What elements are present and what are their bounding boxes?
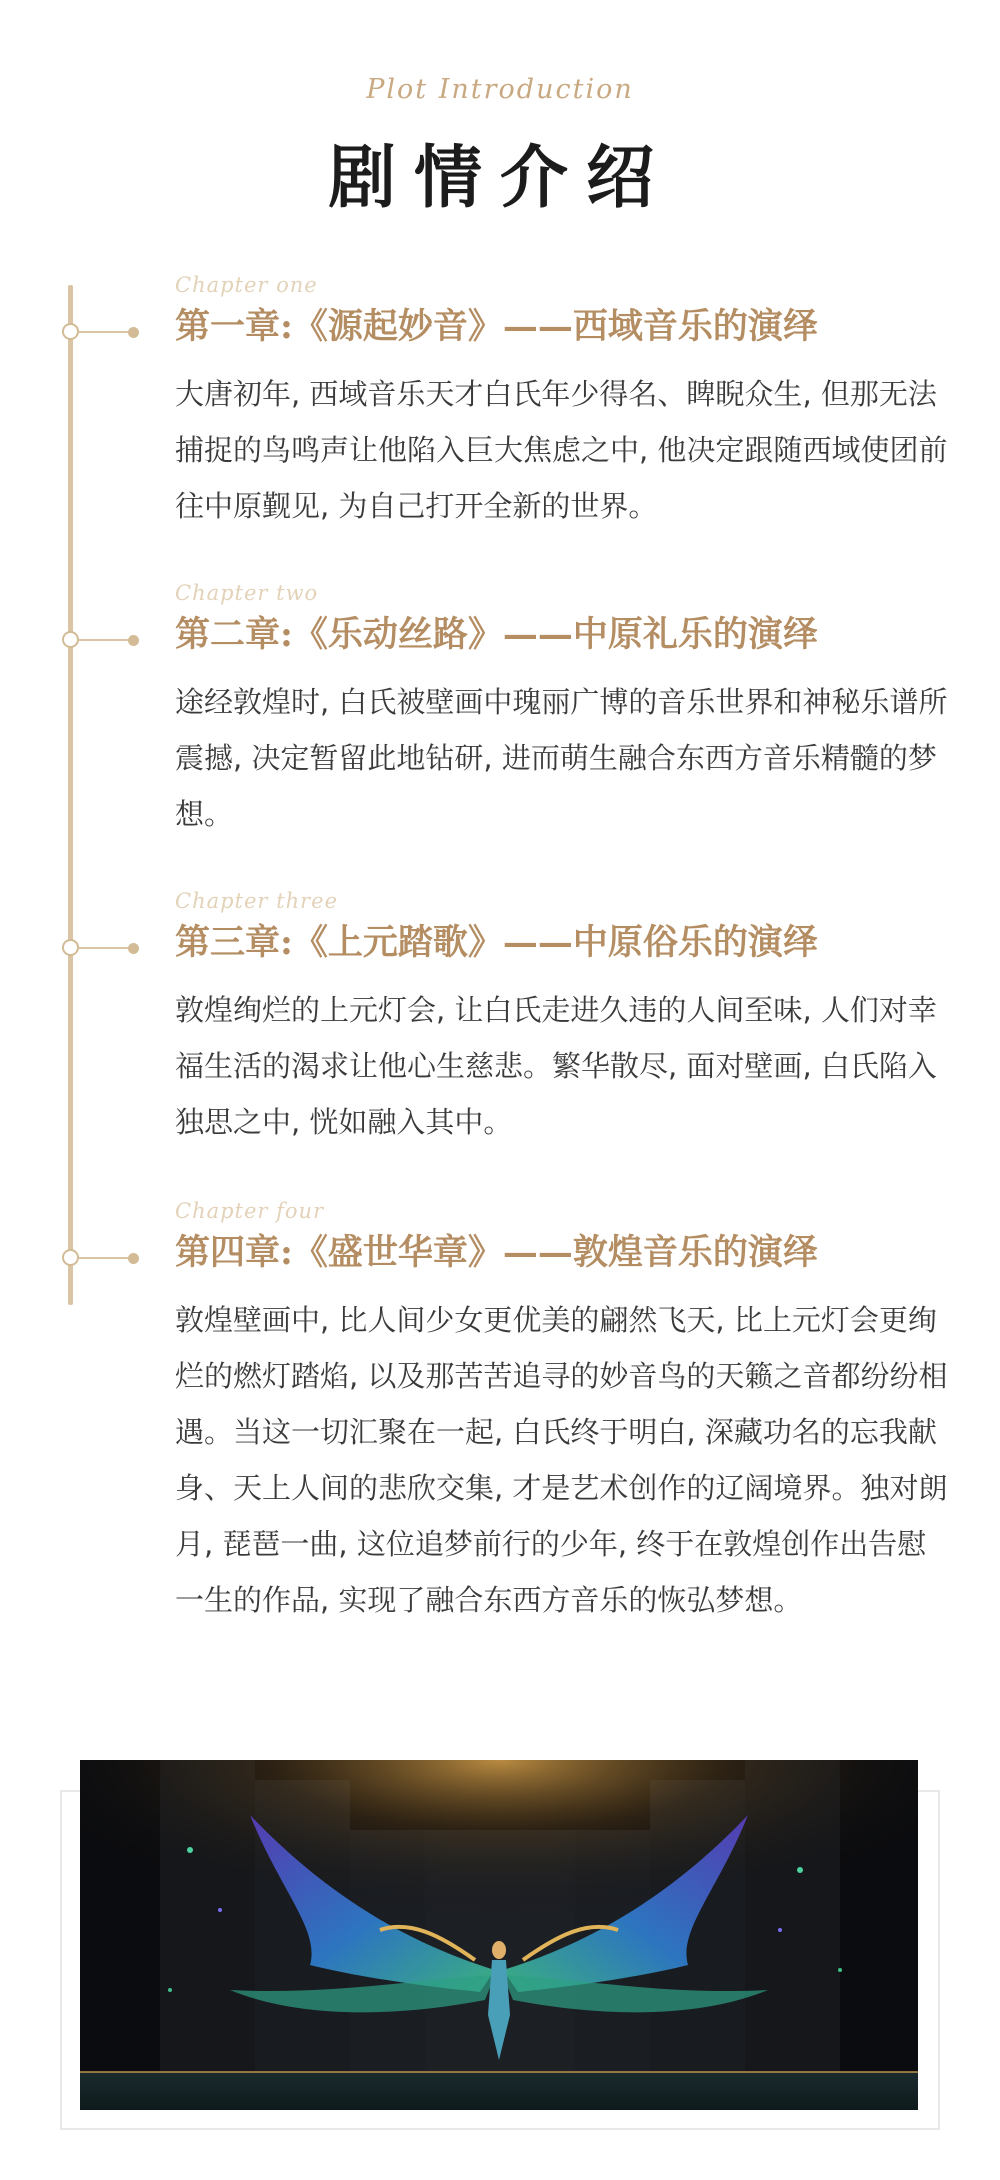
timeline-node-4 bbox=[62, 1249, 148, 1267]
timeline-node-2 bbox=[62, 631, 148, 649]
chapter-label: Chapter four bbox=[175, 1199, 325, 1223]
chapter-2 bbox=[175, 578, 955, 842]
chapter-label: Chapter one bbox=[175, 273, 318, 297]
chapter-body: 途经敦煌时, 白氏被壁画中瑰丽广博的音乐世界和神秘乐谱所震撼, 决定暂留此地钻研, 进而萌生融合东西方音乐精髓的梦想。 bbox=[175, 685, 948, 831]
section-title: 剧情介绍 bbox=[327, 138, 672, 218]
chapter-body: 敦煌壁画中, 比人间少女更优美的翩然飞天, 比上元灯会更绚烂的燃灯踏焰, 以及那苦苦追寻的妙音鸟的天籁之音都纷纷相遇。当这一切汇聚在一起, 白氏终于明白, 深藏功名的忘我献身、天上人间的悲欣交集, 才是艺术创作的辽阔境界。独对朗月, 琵琶一曲, 这位追梦前行的少年, 终于在敦煌创作出告慰一生的作品, 实现了融合东西方音乐的恢弘梦想。 bbox=[175, 1303, 948, 1617]
stage-image bbox=[80, 1760, 918, 2110]
timeline-node-1 bbox=[62, 323, 148, 341]
chapter-body: 大唐初年, 西域音乐天才白氏年少得名、睥睨众生, 但那无法捕捉的鸟鸣声让他陷入巨大焦虑之中, 他决定跟随西域使团前往中原觐见, 为自己打开全新的世界。 bbox=[175, 377, 948, 523]
chapter-title: 第三章:《上元踏歌》——中原俗乐的演绎 bbox=[175, 922, 818, 963]
chapter-1 bbox=[175, 270, 955, 534]
section-subtitle: Plot Introduction bbox=[366, 74, 634, 105]
chapter-title: 第四章:《盛世华章》——敦煌音乐的演绎 bbox=[175, 1232, 818, 1273]
timeline-node-3 bbox=[62, 939, 148, 957]
chapter-label: Chapter two bbox=[175, 581, 319, 605]
winged-figure-stage-image bbox=[80, 1760, 918, 2110]
timeline-line bbox=[68, 285, 73, 1305]
chapter-title: 第一章:《源起妙音》——西域音乐的演绎 bbox=[175, 306, 818, 347]
chapter-body: 敦煌绚烂的上元灯会, 让白氏走进久违的人间至味, 人们对幸福生活的渴求让他心生慈悲。繁华散尽, 面对壁画, 白氏陷入独思之中, 恍如融入其中。 bbox=[175, 993, 937, 1139]
chapter-label: Chapter three bbox=[175, 889, 338, 913]
chapter-3 bbox=[175, 886, 955, 1150]
chapter-title: 第二章:《乐动丝路》——中原礼乐的演绎 bbox=[175, 614, 818, 655]
chapter-4 bbox=[175, 1196, 955, 1628]
